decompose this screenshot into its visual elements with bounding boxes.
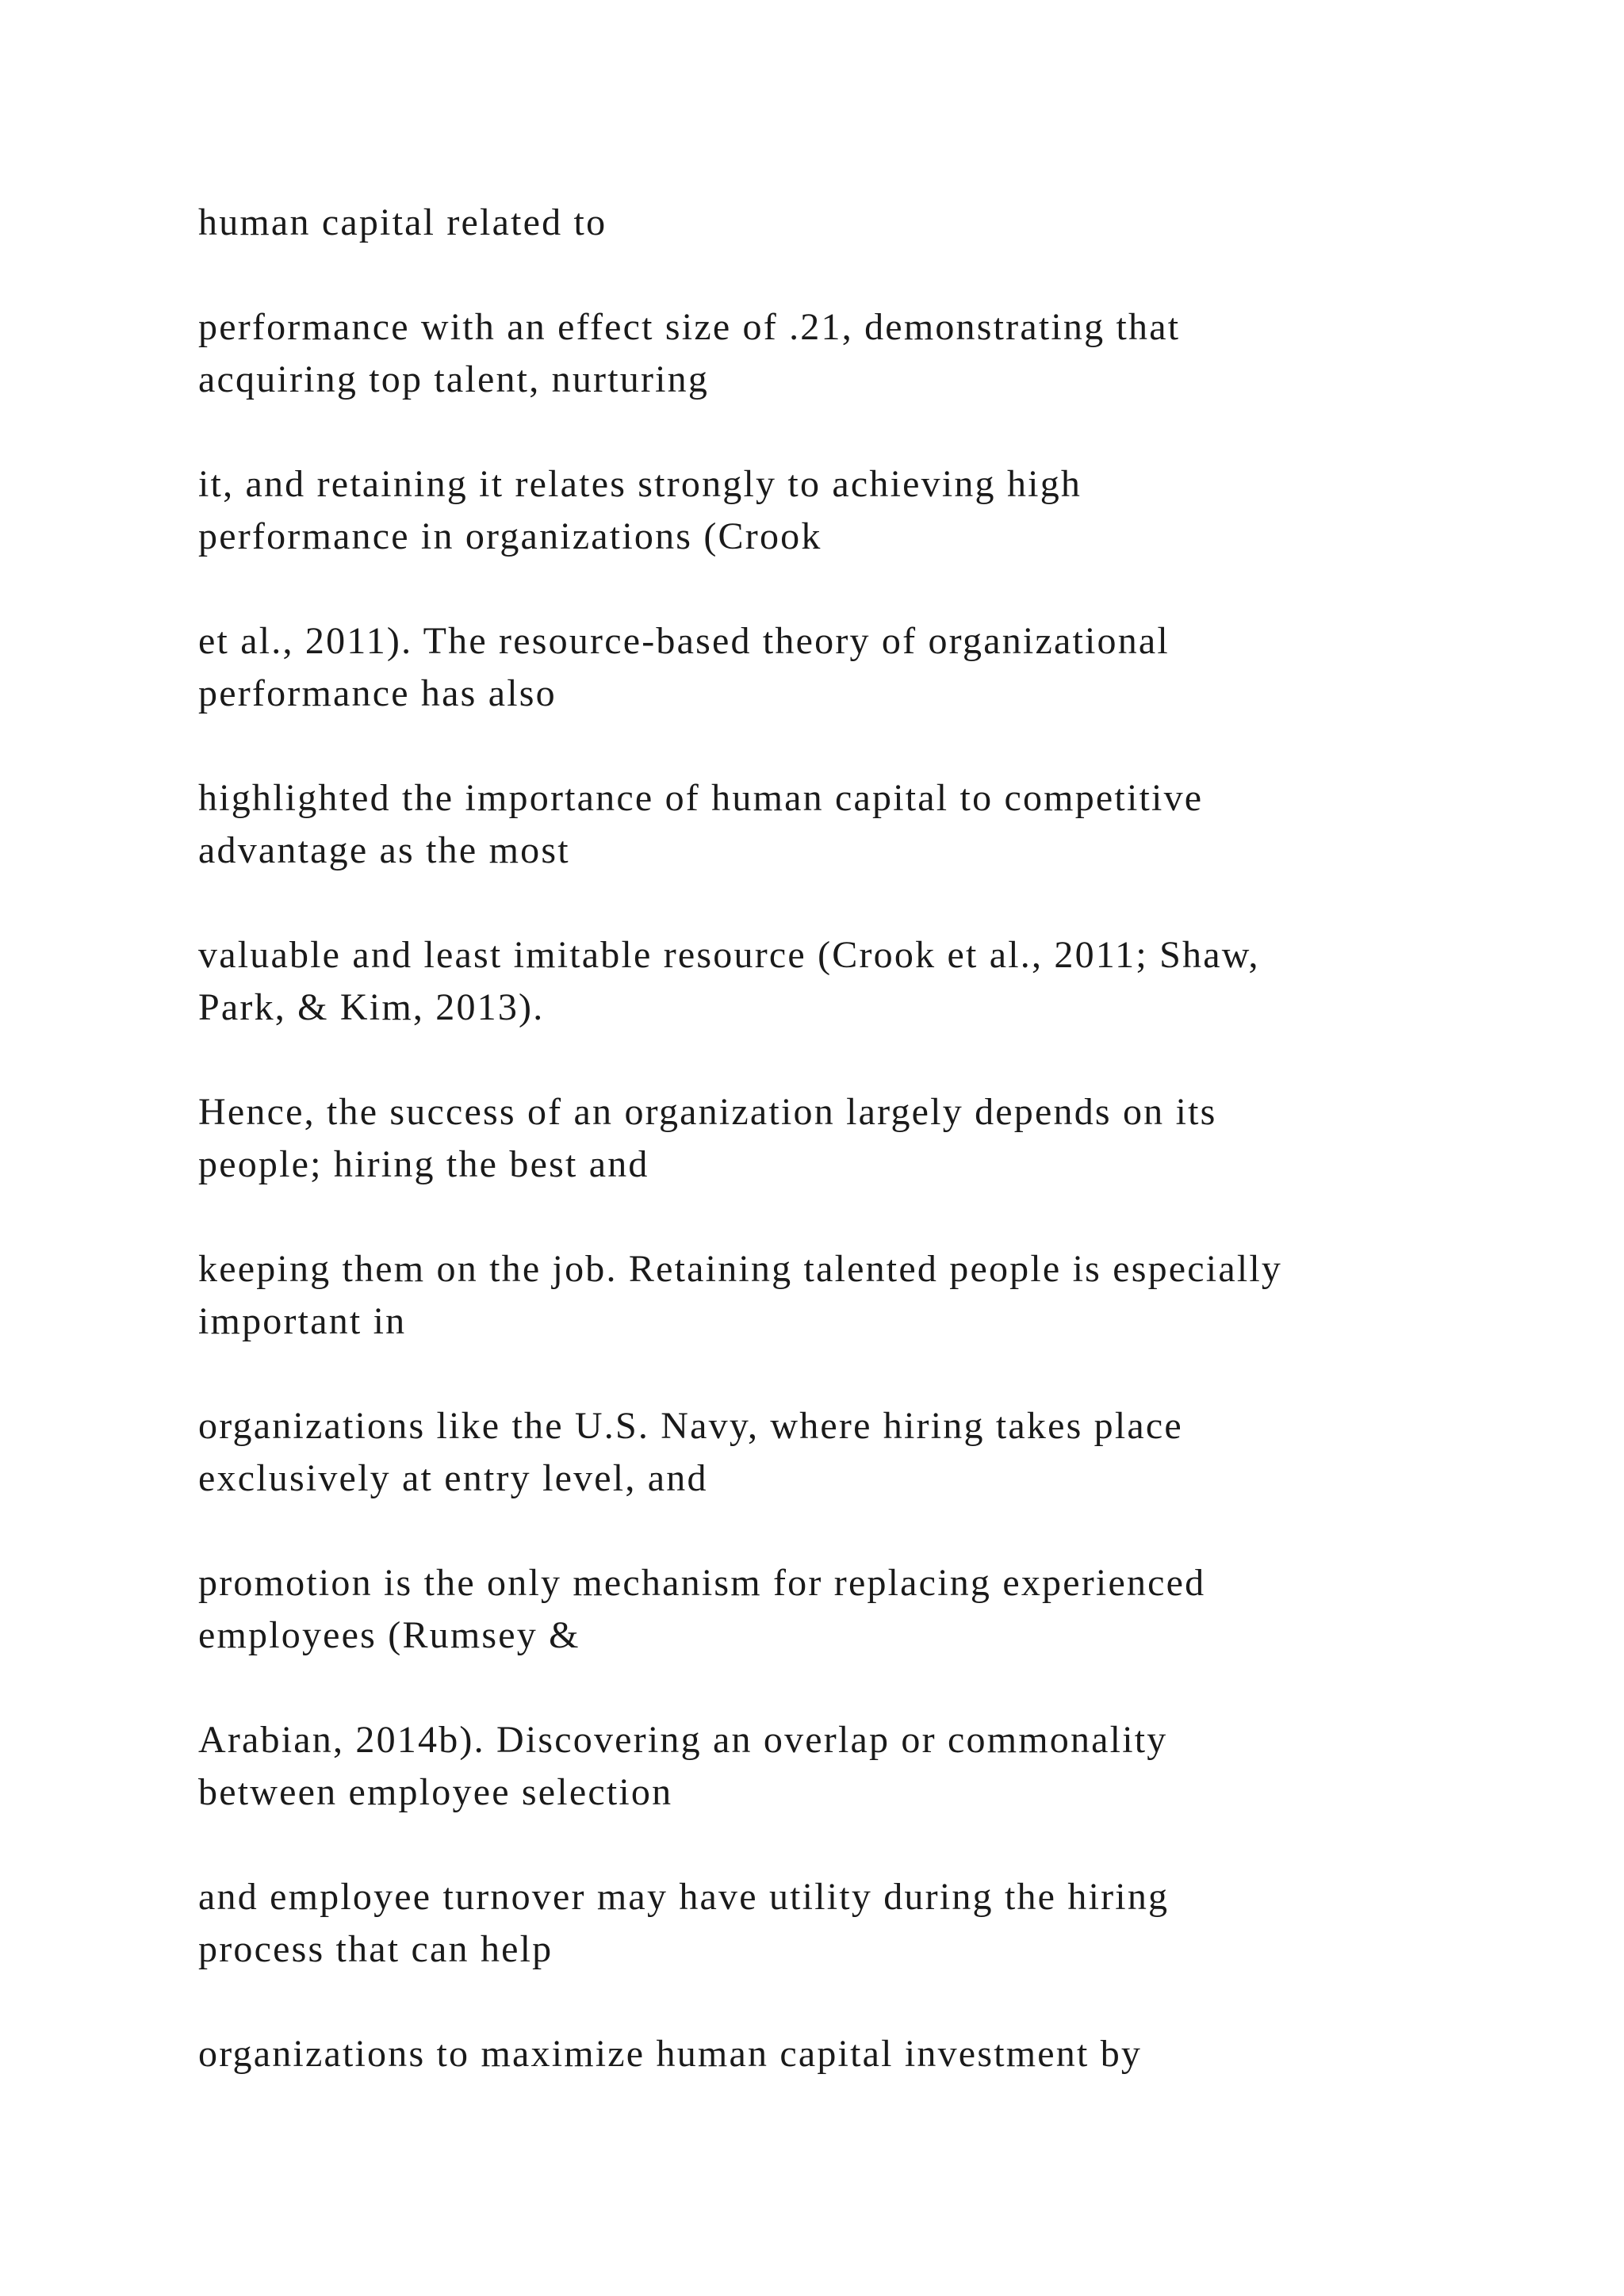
text-line: it, and retaining it relates strongly to achieving high — [198, 463, 1082, 505]
text-line: keeping them on the job. Retaining talented people is especially — [198, 1248, 1283, 1290]
text-line: between employee selection — [198, 1771, 673, 1813]
paragraph-1 — [198, 197, 1546, 249]
paragraph-9 — [198, 1400, 1546, 1505]
text-line: organizations to maximize human capital investment by — [198, 2033, 1143, 2075]
text-line: et al., 2011). The resource-based theory of organizational — [198, 620, 1170, 662]
text-line: Arabian, 2014b). Discovering an overlap or commonality — [198, 1719, 1168, 1761]
text-line: employees (Rumsey & — [198, 1614, 580, 1656]
text-line: people; hiring the best and — [198, 1143, 649, 1185]
paragraph-3 — [198, 458, 1546, 563]
text-line: Park, & Kim, 2013). — [198, 986, 545, 1028]
text-line: valuable and least imitable resource (Crook et al., 2011; Shaw, — [198, 934, 1260, 976]
paragraph-8 — [198, 1243, 1546, 1348]
text-line: performance in organizations (Crook — [198, 515, 822, 557]
text-line: important in — [198, 1300, 407, 1342]
paragraph-4 — [198, 615, 1546, 720]
paragraph-7 — [198, 1086, 1546, 1191]
text-line: promotion is the only mechanism for replacing experienced — [198, 1562, 1206, 1604]
paragraph-11 — [198, 1714, 1546, 1819]
text-line: performance with an effect size of .21, demonstrating that — [198, 306, 1181, 348]
text-line: process that can help — [198, 1928, 553, 1970]
text-line: highlighted the importance of human capital to competitive — [198, 777, 1204, 819]
text-line: advantage as the most — [198, 829, 570, 871]
paragraph-10 — [198, 1557, 1546, 1662]
text-line: acquiring top talent, nurturing — [198, 358, 710, 400]
text-line: performance has also — [198, 672, 557, 714]
paragraph-6 — [198, 929, 1546, 1034]
paragraph-13 — [198, 2028, 1546, 2080]
text-line: human capital related to — [198, 201, 607, 243]
paragraph-2 — [198, 301, 1546, 406]
text-line: exclusively at entry level, and — [198, 1457, 708, 1499]
text-line: and employee turnover may have utility during the hiring — [198, 1876, 1170, 1918]
paragraph-5 — [198, 772, 1546, 877]
text-line: organizations like the U.S. Navy, where hiring takes place — [198, 1405, 1183, 1447]
text-line: Hence, the success of an organization largely depends on its — [198, 1091, 1217, 1133]
paragraph-12 — [198, 1871, 1546, 1976]
